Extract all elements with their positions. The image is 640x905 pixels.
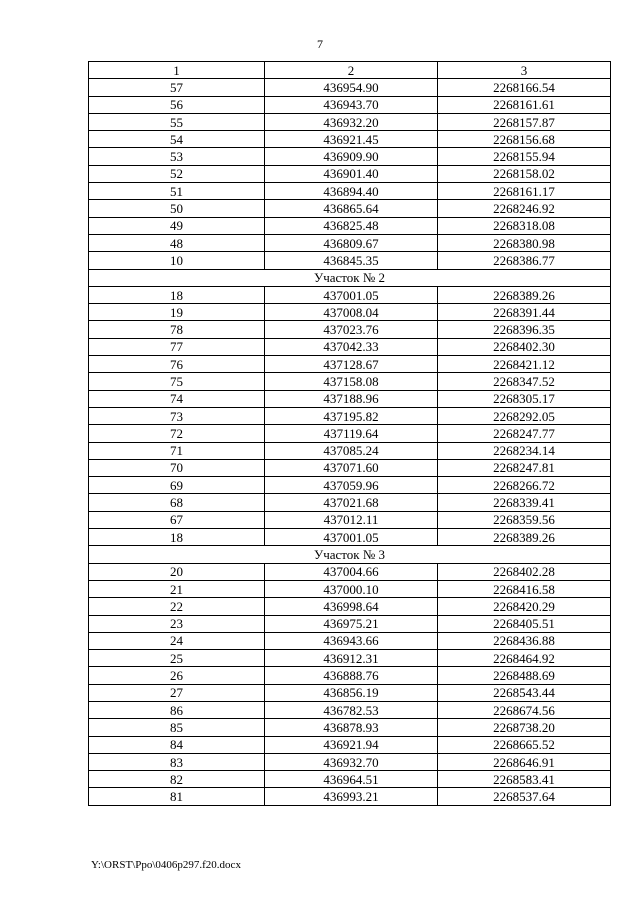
section-title: Участок № 2 bbox=[89, 269, 611, 286]
cell-x-coordinate: 436921.45 bbox=[265, 131, 438, 148]
table-row bbox=[89, 563, 611, 580]
table-row bbox=[89, 580, 611, 597]
cell-x-coordinate: 436865.64 bbox=[265, 200, 438, 217]
table-row bbox=[89, 615, 611, 632]
cell-point-number: 52 bbox=[89, 165, 265, 182]
cell-point-number: 27 bbox=[89, 684, 265, 701]
table-row bbox=[89, 511, 611, 528]
cell-x-coordinate: 436921.94 bbox=[265, 736, 438, 753]
cell-point-number: 56 bbox=[89, 96, 265, 113]
cell-y-coordinate: 2268405.51 bbox=[438, 615, 611, 632]
coordinates-table bbox=[88, 61, 611, 806]
cell-point-number: 85 bbox=[89, 719, 265, 736]
table-row bbox=[89, 183, 611, 200]
table-row bbox=[89, 390, 611, 407]
cell-x-coordinate: 436993.21 bbox=[265, 788, 438, 805]
cell-y-coordinate: 2268665.52 bbox=[438, 736, 611, 753]
cell-point-number: 68 bbox=[89, 494, 265, 511]
table-row bbox=[89, 165, 611, 182]
cell-x-coordinate: 436932.70 bbox=[265, 753, 438, 770]
cell-y-coordinate: 2268421.12 bbox=[438, 356, 611, 373]
table-row bbox=[89, 286, 611, 303]
cell-y-coordinate: 2268738.20 bbox=[438, 719, 611, 736]
cell-x-coordinate: 437085.24 bbox=[265, 442, 438, 459]
cell-x-coordinate: 436943.70 bbox=[265, 96, 438, 113]
cell-x-coordinate: 436998.64 bbox=[265, 598, 438, 615]
cell-y-coordinate: 2268246.92 bbox=[438, 200, 611, 217]
cell-x-coordinate: 436901.40 bbox=[265, 165, 438, 182]
cell-point-number: 51 bbox=[89, 183, 265, 200]
cell-x-coordinate: 436856.19 bbox=[265, 684, 438, 701]
cell-y-coordinate: 2268416.58 bbox=[438, 580, 611, 597]
cell-y-coordinate: 2268436.88 bbox=[438, 632, 611, 649]
cell-point-number: 78 bbox=[89, 321, 265, 338]
cell-point-number: 53 bbox=[89, 148, 265, 165]
column-header-y-coordinate: 3 bbox=[438, 62, 611, 79]
cell-point-number: 71 bbox=[89, 442, 265, 459]
cell-point-number: 57 bbox=[89, 79, 265, 96]
cell-point-number: 84 bbox=[89, 736, 265, 753]
cell-point-number: 81 bbox=[89, 788, 265, 805]
table-row bbox=[89, 650, 611, 667]
table-row bbox=[89, 200, 611, 217]
page-number: 7 bbox=[317, 37, 323, 51]
cell-y-coordinate: 2268234.14 bbox=[438, 442, 611, 459]
cell-y-coordinate: 2268161.61 bbox=[438, 96, 611, 113]
cell-point-number: 21 bbox=[89, 580, 265, 597]
section-row bbox=[89, 546, 611, 563]
cell-x-coordinate: 437023.76 bbox=[265, 321, 438, 338]
cell-point-number: 18 bbox=[89, 529, 265, 546]
cell-point-number: 55 bbox=[89, 113, 265, 130]
cell-y-coordinate: 2268646.91 bbox=[438, 753, 611, 770]
cell-point-number: 24 bbox=[89, 632, 265, 649]
cell-y-coordinate: 2268391.44 bbox=[438, 304, 611, 321]
table-row bbox=[89, 252, 611, 269]
cell-point-number: 72 bbox=[89, 425, 265, 442]
cell-y-coordinate: 2268158.02 bbox=[438, 165, 611, 182]
cell-point-number: 26 bbox=[89, 667, 265, 684]
table-row bbox=[89, 684, 611, 701]
header-row bbox=[89, 62, 611, 79]
cell-y-coordinate: 2268266.72 bbox=[438, 477, 611, 494]
cell-point-number: 69 bbox=[89, 477, 265, 494]
cell-point-number: 82 bbox=[89, 771, 265, 788]
cell-point-number: 83 bbox=[89, 753, 265, 770]
cell-x-coordinate: 436878.93 bbox=[265, 719, 438, 736]
cell-x-coordinate: 437001.05 bbox=[265, 529, 438, 546]
cell-point-number: 76 bbox=[89, 356, 265, 373]
cell-point-number: 19 bbox=[89, 304, 265, 321]
cell-y-coordinate: 2268359.56 bbox=[438, 511, 611, 528]
cell-y-coordinate: 2268318.08 bbox=[438, 217, 611, 234]
cell-y-coordinate: 2268305.17 bbox=[438, 390, 611, 407]
cell-y-coordinate: 2268389.26 bbox=[438, 529, 611, 546]
cell-x-coordinate: 437158.08 bbox=[265, 373, 438, 390]
table-row bbox=[89, 459, 611, 476]
cell-point-number: 77 bbox=[89, 338, 265, 355]
cell-y-coordinate: 2268464.92 bbox=[438, 650, 611, 667]
cell-x-coordinate: 437008.04 bbox=[265, 304, 438, 321]
cell-y-coordinate: 2268583.41 bbox=[438, 771, 611, 788]
table-row bbox=[89, 338, 611, 355]
cell-y-coordinate: 2268389.26 bbox=[438, 286, 611, 303]
cell-x-coordinate: 436909.90 bbox=[265, 148, 438, 165]
table-row bbox=[89, 148, 611, 165]
table-row bbox=[89, 719, 611, 736]
cell-point-number: 18 bbox=[89, 286, 265, 303]
cell-point-number: 73 bbox=[89, 407, 265, 424]
table-row bbox=[89, 529, 611, 546]
cell-point-number: 25 bbox=[89, 650, 265, 667]
table-row bbox=[89, 736, 611, 753]
cell-point-number: 48 bbox=[89, 234, 265, 251]
cell-x-coordinate: 437119.64 bbox=[265, 425, 438, 442]
cell-y-coordinate: 2268247.81 bbox=[438, 459, 611, 476]
cell-point-number: 49 bbox=[89, 217, 265, 234]
cell-y-coordinate: 2268292.05 bbox=[438, 407, 611, 424]
cell-x-coordinate: 437059.96 bbox=[265, 477, 438, 494]
cell-x-coordinate: 437004.66 bbox=[265, 563, 438, 580]
cell-y-coordinate: 2268402.28 bbox=[438, 563, 611, 580]
cell-x-coordinate: 437195.82 bbox=[265, 407, 438, 424]
cell-y-coordinate: 2268420.29 bbox=[438, 598, 611, 615]
cell-y-coordinate: 2268402.30 bbox=[438, 338, 611, 355]
cell-x-coordinate: 437128.67 bbox=[265, 356, 438, 373]
section-title: Участок № 3 bbox=[89, 546, 611, 563]
table-row bbox=[89, 356, 611, 373]
table-row bbox=[89, 425, 611, 442]
section-row bbox=[89, 269, 611, 286]
cell-x-coordinate: 436964.51 bbox=[265, 771, 438, 788]
cell-x-coordinate: 437042.33 bbox=[265, 338, 438, 355]
cell-x-coordinate: 437000.10 bbox=[265, 580, 438, 597]
table-row bbox=[89, 771, 611, 788]
table-header bbox=[89, 62, 611, 79]
cell-point-number: 20 bbox=[89, 563, 265, 580]
cell-point-number: 70 bbox=[89, 459, 265, 476]
table-row bbox=[89, 598, 611, 615]
table-body bbox=[89, 79, 611, 805]
table-row bbox=[89, 96, 611, 113]
table-row bbox=[89, 667, 611, 684]
cell-point-number: 10 bbox=[89, 252, 265, 269]
column-header-point-number: 1 bbox=[89, 62, 265, 79]
cell-x-coordinate: 436894.40 bbox=[265, 183, 438, 200]
cell-y-coordinate: 2268155.94 bbox=[438, 148, 611, 165]
cell-y-coordinate: 2268488.69 bbox=[438, 667, 611, 684]
cell-point-number: 75 bbox=[89, 373, 265, 390]
table-row bbox=[89, 442, 611, 459]
table-row bbox=[89, 321, 611, 338]
cell-y-coordinate: 2268156.68 bbox=[438, 131, 611, 148]
cell-point-number: 54 bbox=[89, 131, 265, 148]
cell-x-coordinate: 436943.66 bbox=[265, 632, 438, 649]
cell-point-number: 22 bbox=[89, 598, 265, 615]
cell-point-number: 67 bbox=[89, 511, 265, 528]
table-row bbox=[89, 217, 611, 234]
table-row bbox=[89, 113, 611, 130]
cell-x-coordinate: 437188.96 bbox=[265, 390, 438, 407]
cell-x-coordinate: 436975.21 bbox=[265, 615, 438, 632]
table-row bbox=[89, 304, 611, 321]
column-header-x-coordinate: 2 bbox=[265, 62, 438, 79]
cell-x-coordinate: 436782.53 bbox=[265, 701, 438, 718]
cell-y-coordinate: 2268161.17 bbox=[438, 183, 611, 200]
cell-y-coordinate: 2268537.64 bbox=[438, 788, 611, 805]
cell-y-coordinate: 2268247.77 bbox=[438, 425, 611, 442]
table-row bbox=[89, 407, 611, 424]
table-row bbox=[89, 701, 611, 718]
table-row bbox=[89, 788, 611, 805]
cell-y-coordinate: 2268157.87 bbox=[438, 113, 611, 130]
cell-y-coordinate: 2268396.35 bbox=[438, 321, 611, 338]
cell-x-coordinate: 437071.60 bbox=[265, 459, 438, 476]
cell-x-coordinate: 436825.48 bbox=[265, 217, 438, 234]
cell-y-coordinate: 2268166.54 bbox=[438, 79, 611, 96]
table-row bbox=[89, 477, 611, 494]
cell-y-coordinate: 2268543.44 bbox=[438, 684, 611, 701]
table-row bbox=[89, 131, 611, 148]
footer-file-path: Y:\ORST\Ppo\0406p297.f20.docx bbox=[91, 859, 241, 871]
cell-x-coordinate: 436912.31 bbox=[265, 650, 438, 667]
cell-x-coordinate: 436888.76 bbox=[265, 667, 438, 684]
table-row bbox=[89, 753, 611, 770]
table-row bbox=[89, 494, 611, 511]
cell-x-coordinate: 436809.67 bbox=[265, 234, 438, 251]
table-row bbox=[89, 373, 611, 390]
cell-point-number: 50 bbox=[89, 200, 265, 217]
cell-point-number: 23 bbox=[89, 615, 265, 632]
table-row bbox=[89, 234, 611, 251]
cell-y-coordinate: 2268339.41 bbox=[438, 494, 611, 511]
cell-x-coordinate: 436954.90 bbox=[265, 79, 438, 96]
cell-y-coordinate: 2268347.52 bbox=[438, 373, 611, 390]
cell-y-coordinate: 2268386.77 bbox=[438, 252, 611, 269]
table-row bbox=[89, 632, 611, 649]
cell-point-number: 74 bbox=[89, 390, 265, 407]
table-row bbox=[89, 79, 611, 96]
cell-x-coordinate: 436932.20 bbox=[265, 113, 438, 130]
cell-x-coordinate: 436845.35 bbox=[265, 252, 438, 269]
cell-x-coordinate: 437021.68 bbox=[265, 494, 438, 511]
cell-x-coordinate: 437012.11 bbox=[265, 511, 438, 528]
cell-x-coordinate: 437001.05 bbox=[265, 286, 438, 303]
cell-point-number: 86 bbox=[89, 701, 265, 718]
cell-y-coordinate: 2268380.98 bbox=[438, 234, 611, 251]
cell-y-coordinate: 2268674.56 bbox=[438, 701, 611, 718]
